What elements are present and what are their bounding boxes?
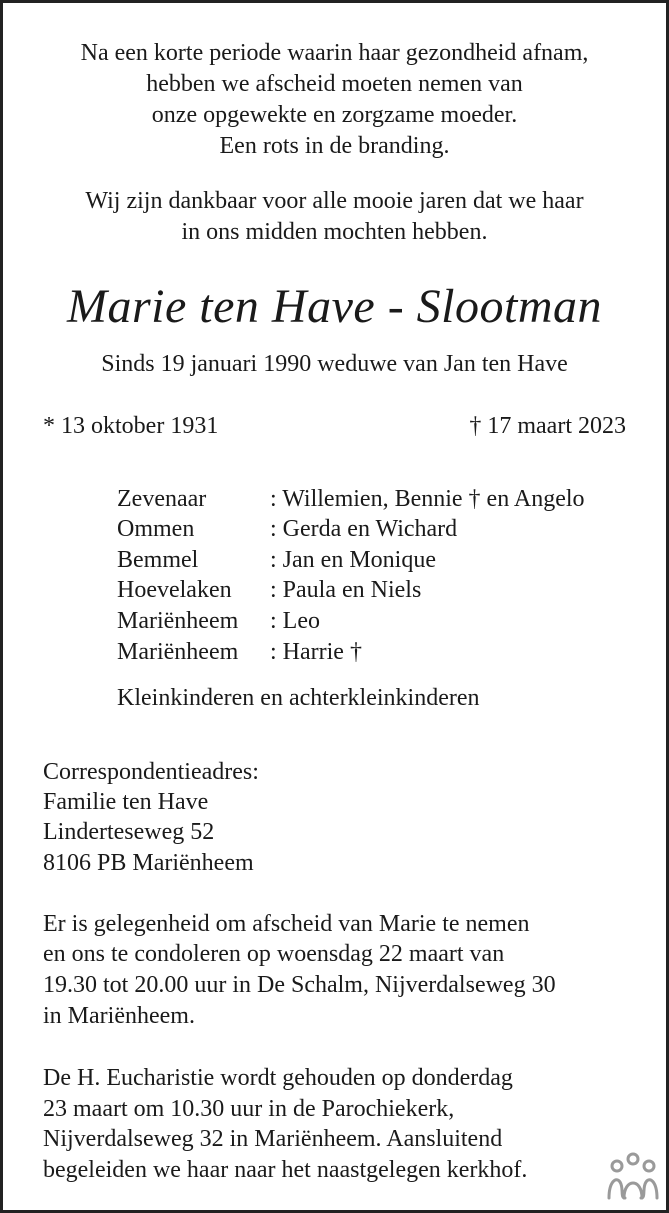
widow-line: Sinds 19 januari 1990 weduwe van Jan ten Have xyxy=(101,351,568,377)
service-line: 23 maart om 10.30 uur in de Parochiekerk, xyxy=(43,1096,455,1122)
condolence-line: in Mariënheem. xyxy=(43,1003,195,1029)
intro-line: hebben we afscheid moeten nemen van xyxy=(146,71,523,97)
family-place: Zevenaar xyxy=(117,486,207,512)
family-place: Mariënheem xyxy=(117,608,239,634)
family-place: Mariënheem xyxy=(117,639,239,665)
condolence-line: 19.30 tot 20.00 uur in De Schalm, Nijverdalseweg 30 xyxy=(43,972,556,998)
address-line: Correspondentieadres: xyxy=(43,759,259,785)
family-place: Bemmel xyxy=(117,547,199,573)
service-line: Nijverdalseweg 32 in Mariënheem. Aansluitend xyxy=(43,1126,503,1152)
intro-line: Een rots in de branding. xyxy=(219,133,450,159)
family-place: Ommen xyxy=(117,516,195,542)
family-place: Hoevelaken xyxy=(117,577,232,603)
condolence-line: Er is gelegenheid om afscheid van Marie te nemen xyxy=(43,911,530,937)
address-line: 8106 PB Mariënheem xyxy=(43,850,254,876)
family-names: : Paula en Niels xyxy=(270,577,422,603)
family-names: : Harrie † xyxy=(270,639,362,665)
birth-date: * 13 oktober 1931 xyxy=(43,413,219,439)
grandchildren-line: Kleinkinderen en achterkleinkinderen xyxy=(117,685,480,711)
condolence-line: en ons te condoleren op woensdag 22 maart van xyxy=(43,941,505,967)
death-date: † 17 maart 2023 xyxy=(469,413,626,439)
service-line: De H. Eucharistie wordt gehouden op donderdag xyxy=(43,1065,513,1091)
family-names: : Willemien, Bennie † en Angelo xyxy=(270,486,585,512)
intro-line: Na een korte periode waarin haar gezondheid afnam, xyxy=(80,40,589,66)
family-names: : Leo xyxy=(270,608,320,634)
gratitude-line: Wij zijn dankbaar voor alle mooie jaren dat we haar xyxy=(85,188,584,214)
people-group-icon xyxy=(606,1152,660,1202)
family-names: : Jan en Monique xyxy=(270,547,436,573)
service-line: begeleiden we haar naar het naastgelegen kerkhof. xyxy=(43,1157,528,1183)
address-line: Linderteseweg 52 xyxy=(43,819,215,845)
intro-line: onze opgewekte en zorgzame moeder. xyxy=(151,102,518,128)
address-line: Familie ten Have xyxy=(43,789,209,815)
gratitude-line: in ons midden mochten hebben. xyxy=(181,219,488,245)
family-names: : Gerda en Wichard xyxy=(270,516,458,542)
deceased-name: Marie ten Have - Slootman xyxy=(66,280,603,333)
